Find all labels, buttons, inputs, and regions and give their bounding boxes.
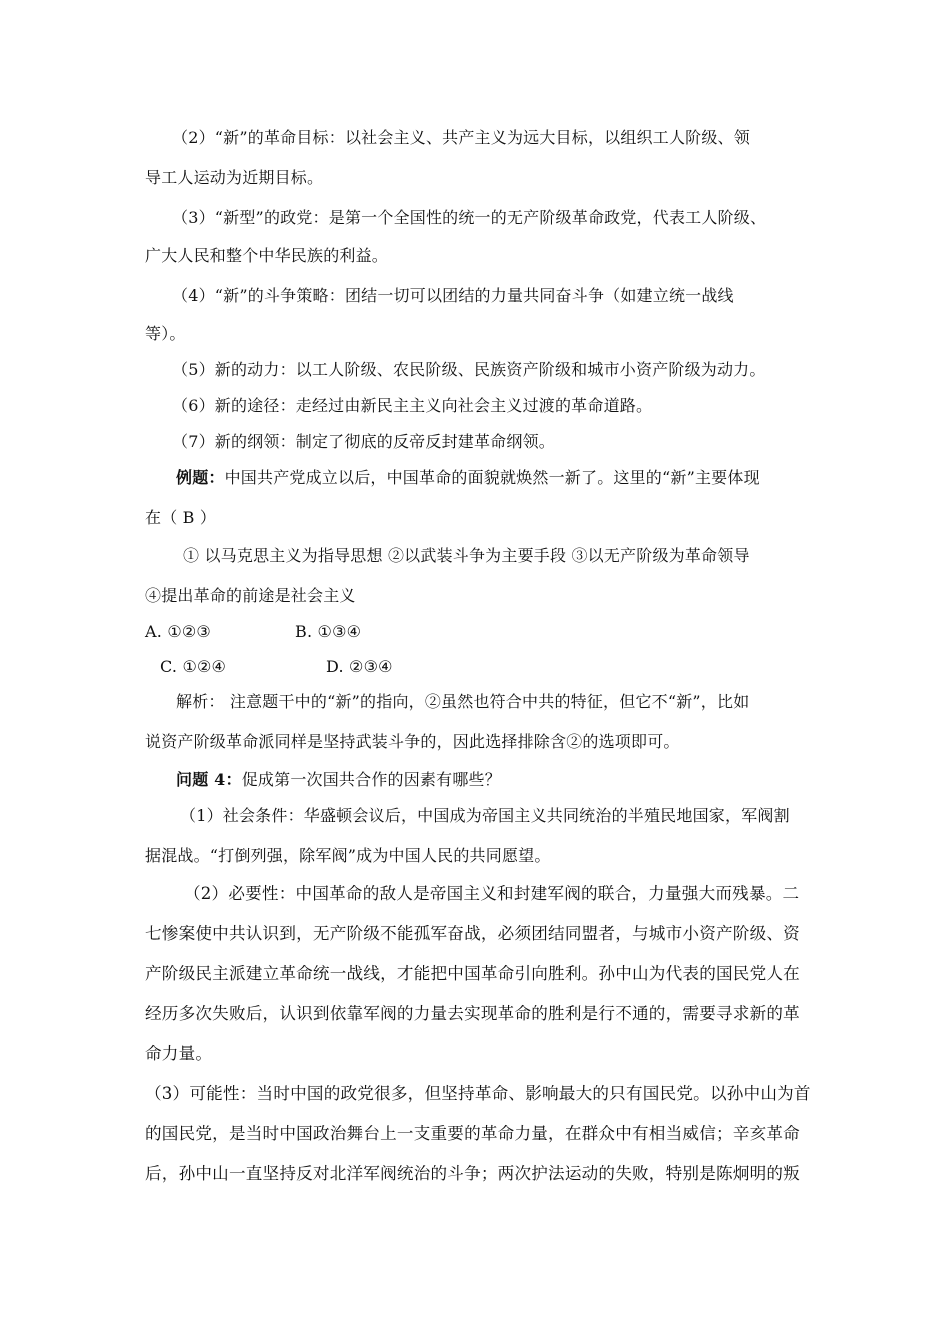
options-line: ④提出革命的前途是社会主义 xyxy=(145,586,356,605)
paragraph-line: 七惨案使中共认识到，无产阶级不能孤军奋战，必须团结同盟者，与城市小资产阶级、资 xyxy=(145,924,800,943)
paragraph-line: （4）“新”的斗争策略：团结一切可以团结的力量共同奋斗争（如建立统一战线 xyxy=(172,286,734,305)
example-line: 在（ B ） xyxy=(145,508,217,527)
paragraph-line: （2）必要性：中国革命的敌人是帝国主义和封建军阀的联合，力量强大而残暴。二 xyxy=(184,884,800,903)
choice-b: B. ①③④ xyxy=(295,622,362,641)
paragraph-line: 命力量。 xyxy=(145,1044,213,1063)
paragraph-line: （3）可能性：当时中国的政党很多，但坚持革命、影响最大的只有国民党。以孙中山为首 xyxy=(145,1084,811,1103)
example-text: 中国共产党成立以后，中国革命的面貌就焕然一新了。这里的“新”主要体现 xyxy=(224,468,760,487)
paragraph-line: 广大人民和整个中华民族的利益。 xyxy=(145,246,389,265)
analysis-line: 说资产阶级革命派同样是坚持武装斗争的，因此选择排除含②的选项即可。 xyxy=(145,732,680,751)
example-label: 例题： xyxy=(176,468,225,487)
choice-c: C. ①②④ xyxy=(160,657,227,676)
paragraph-line: （5）新的动力：以工人阶级、农民阶级、民族资产阶级和城市小资产阶级为动力。 xyxy=(172,360,766,379)
choice-a: A. ①②③ xyxy=(145,622,211,641)
question-heading xyxy=(176,770,501,790)
paragraph-line: （3）“新型”的政党：是第一个全国性的统一的无产阶级革命政党，代表工人阶级、 xyxy=(172,208,767,227)
paragraph-line: （2）“新”的革命目标：以社会主义、共产主义为远大目标，以组织工人阶级、领 xyxy=(172,128,750,147)
paragraph-line: 经历多次失败后，认识到依靠军阀的力量去实现革命的胜利是行不通的，需要寻求新的革 xyxy=(145,1004,800,1023)
paragraph-line: （6）新的途径：走经过由新民主主义向社会主义过渡的革命道路。 xyxy=(172,396,653,415)
paragraph-line: 产阶级民主派建立革命统一战线，才能把中国革命引向胜利。孙中山为代表的国民党人在 xyxy=(145,964,800,983)
paragraph-line: 导工人运动为近期目标。 xyxy=(145,168,324,187)
paragraph-line: 等）。 xyxy=(145,324,186,343)
paragraph-line: （7）新的纲领：制定了彻底的反帝反封建革命纲领。 xyxy=(172,432,555,451)
example-line xyxy=(176,468,760,488)
question-label: 问题 4： xyxy=(176,770,242,789)
paragraph-line: 的国民党，是当时中国政治舞台上一支重要的革命力量，在群众中有相当威信；辛亥革命 xyxy=(145,1124,800,1143)
choice-d: D. ②③④ xyxy=(326,657,393,676)
paragraph-line: （1）社会条件：华盛顿会议后，中国成为帝国主义共同统治的半殖民地国家，军阀割 xyxy=(180,806,790,825)
question-text: 促成第一次国共合作的因素有哪些？ xyxy=(241,770,501,789)
paragraph-line: 据混战。“打倒列强，除军阀”成为中国人民的共同愿望。 xyxy=(145,846,551,865)
paragraph-line: 后，孙中山一直坚持反对北洋军阀统治的斗争；两次护法运动的失败，特别是陈炯明的叛 xyxy=(145,1164,800,1183)
options-line: ① 以马克思主义为指导思想 ②以武装斗争为主要手段 ③以无产阶级为革命领导 xyxy=(183,546,750,565)
analysis-line: 解析： 注意题干中的“新”的指向，②虽然也符合中共的特征，但它不“新”，比如 xyxy=(176,692,750,711)
